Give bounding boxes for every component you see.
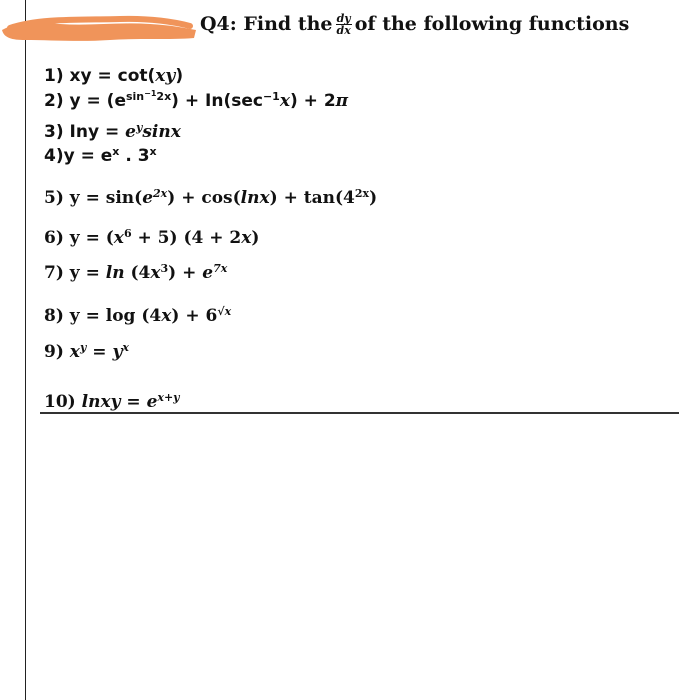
problem-3: 3) Iny = $e^y\sin x$ [44,121,181,142]
left-border-line [25,0,26,700]
problem-1: 1) xy = cot(xy) [44,66,184,86]
derivative-fraction [336,13,352,36]
problem-4: $4)y = e^x$ . 3$^x$ [44,145,157,166]
problem-5: 5) $y = \sin(e^{2x}) + \cos(\ln x) + \tan(4^{2x})$ [44,187,378,208]
question-heading [200,4,629,44]
fraction-denominator: dx [336,23,351,37]
problem-2: 2) $y = (e^{sin^{-1}2x}) + In(\sec^{-1}x) + 2\pi$ [44,89,349,111]
bottom-divider [40,412,679,414]
fraction-numerator: dy [336,11,351,25]
problem-7: 7) $y = \ln (4x^3) + e^{7x}$ [44,262,228,283]
problem-10: 10) lnxy = $e^{x+y}$ [44,391,180,412]
redaction-scribble [0,10,200,44]
problem-9: 9) $x^y = y^x$ [44,341,129,362]
problem-6: 6) $y = (x^6 + 5) (4 + 2x)$ [44,227,260,248]
heading-prefix: Q4: Find the [200,13,333,35]
heading-suffix: of the following functions [354,13,630,35]
problem-8: 8) $y = \log (4x) + 6^{√x}$ [44,305,232,326]
